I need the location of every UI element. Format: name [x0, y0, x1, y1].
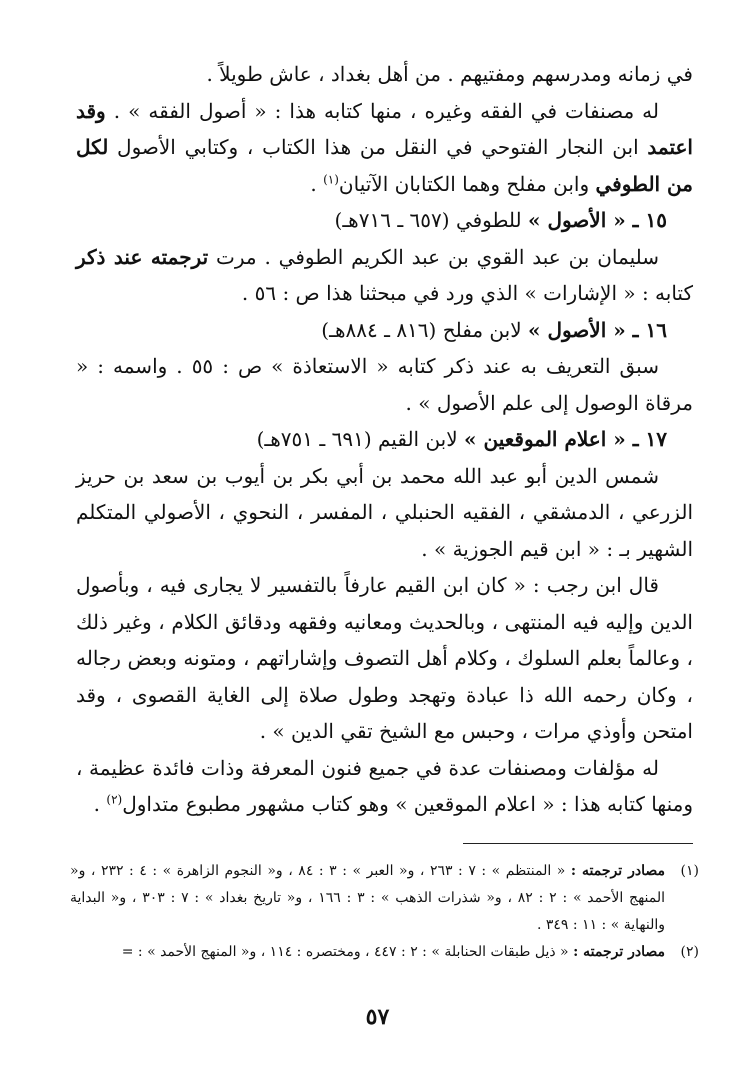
text-run: له مصنفات في الفقه وغيره ، منها كتابه هذا : « أصول الفقه » .: [105, 98, 659, 123]
footnotes: [70, 858, 699, 966]
bold-run: ترجمته عند ذكر: [76, 244, 209, 269]
footnote-1: [70, 858, 699, 939]
bold-run: وقد اعتمد: [76, 98, 693, 159]
footnote-ref-1[interactable]: (١): [323, 171, 339, 186]
footnote-2: [70, 939, 699, 966]
heading-title: ١٦ ـ « الأصول »: [527, 317, 667, 342]
footnote-number: (٢): [680, 944, 699, 960]
heading-author: لابن القيم (٦٩١ ـ ٧٥١هـ): [256, 427, 465, 451]
section-heading-15: [76, 202, 693, 239]
text-run: له مؤلفات ومصنفات عدة في جميع فنون المعرفة وذات فائدة عظيمة ، ومنها كتابه هذا : « اعلام الموقعين » وهو كتاب مشهور مطبوع متداول: [76, 755, 693, 816]
paragraph-continuation: في زمانه ومدرسهم ومفتيهم . من أهل بغداد ، عاش طويلاً .: [206, 62, 693, 86]
footnote-text: [70, 939, 665, 966]
heading-author: للطوفي (٦٥٧ ـ ٧١٦هـ): [334, 208, 528, 232]
text-run: .: [93, 792, 107, 816]
text-run: .: [310, 171, 324, 196]
heading-title: ١٧ ـ « اعلام الموقعين »: [464, 427, 667, 451]
text-run: كتابه : « الإشارات » الذي ورد في مبحثنا هذا ص : ٥٦ .: [241, 281, 693, 305]
paragraph-tufi: [76, 239, 693, 312]
footnote-body: « ذيل طبقات الحنابلة » : ٢ : ٤٤٧ ، ومختصره : ١١٤ ، و« المنهج الأحمد » : =: [121, 944, 574, 960]
paragraph-ibn-muflih: سبق التعريف به عند ذكر كتابه « الاستعاذة » ص : ٥٥ . واسمه : « مرقاة الوصول إلى علم الأصول » .: [76, 354, 693, 415]
main-text: [76, 56, 693, 823]
footnote-body: « المنتظم » : ٧ : ٢٦٣ ، و« العبر » : ٣ : ٨٤ ، و« النجوم الزاهرة » : ٤ : ٢٣٢ ، و« المنهج الأحمد » : ٢ : ٨٢ ، و« شذرات الذهب » : ٣ : ١٦٦ ، و« تاريخ بغداد » : ٧ : ٣٠٣ ، و« البداية والنهاية » : ١١ : ٣٤٩ .: [70, 863, 666, 933]
footnote-separator: [463, 843, 693, 844]
paragraph-ibn-qayyim-name: شمس الدين أبو عبد الله محمد بن أبي بكر بن أيوب بن سعد بن حريز الزرعي ، الدمشقي ، الفقيه الحنبلي ، المفسر ، النحوي ، الأصولي المتكلم الشهير بـ : « ابن قيم الجوزية » .: [76, 463, 693, 561]
paragraph-works: [76, 93, 693, 203]
section-heading-17: [76, 421, 693, 458]
paragraph-ibn-rajab-quote: قال ابن رجب : « كان ابن القيم عارفاً بالتفسير لا يجارى فيه ، وبأصول الدين وإليه فيه المنتهى ، وبالحديث ومعانيه وفقهه ودقائق الكلام ، وغير ذلك ، وعالماً بعلم السلوك ، وكلام أهل التصوف وإشاراتهم ، ومتونه وبعض رجاله ، وكان رحمه الله ذا عبادة وتهجد وطول صلاة إلى الغاية القصوى ، وقد امتحن وأوذي مرات ، وحبس مع الشيخ تقي الدين » .: [76, 573, 693, 743]
text-run: وابن مفلح وهما الكتابان الآتيان: [338, 171, 596, 196]
footnote-ref-2[interactable]: (٢): [106, 792, 123, 807]
footnote-label: مصادر ترجمته :: [570, 863, 666, 879]
bold-run: لكل من الطوفي: [76, 135, 693, 196]
page-number: ٥٧: [365, 1004, 390, 1030]
footnote-label: مصادر ترجمته :: [573, 944, 665, 960]
heading-author: لابن مفلح (٨١٦ ـ ٨٨٤هـ): [321, 317, 528, 342]
section-heading-16: [76, 312, 693, 349]
heading-title: ١٥ ـ « الأصول »: [527, 208, 667, 232]
text-run: ابن النجار الفتوحي في النقل من هذا الكتاب ، وكتابي الأصول: [108, 135, 648, 159]
text-run: سليمان بن عبد القوي بن عبد الكريم الطوفي . مرت: [208, 244, 659, 269]
footnote-text: [70, 858, 665, 939]
footnote-number: (١): [680, 863, 699, 879]
paragraph-ibn-qayyim-works: [76, 750, 693, 823]
